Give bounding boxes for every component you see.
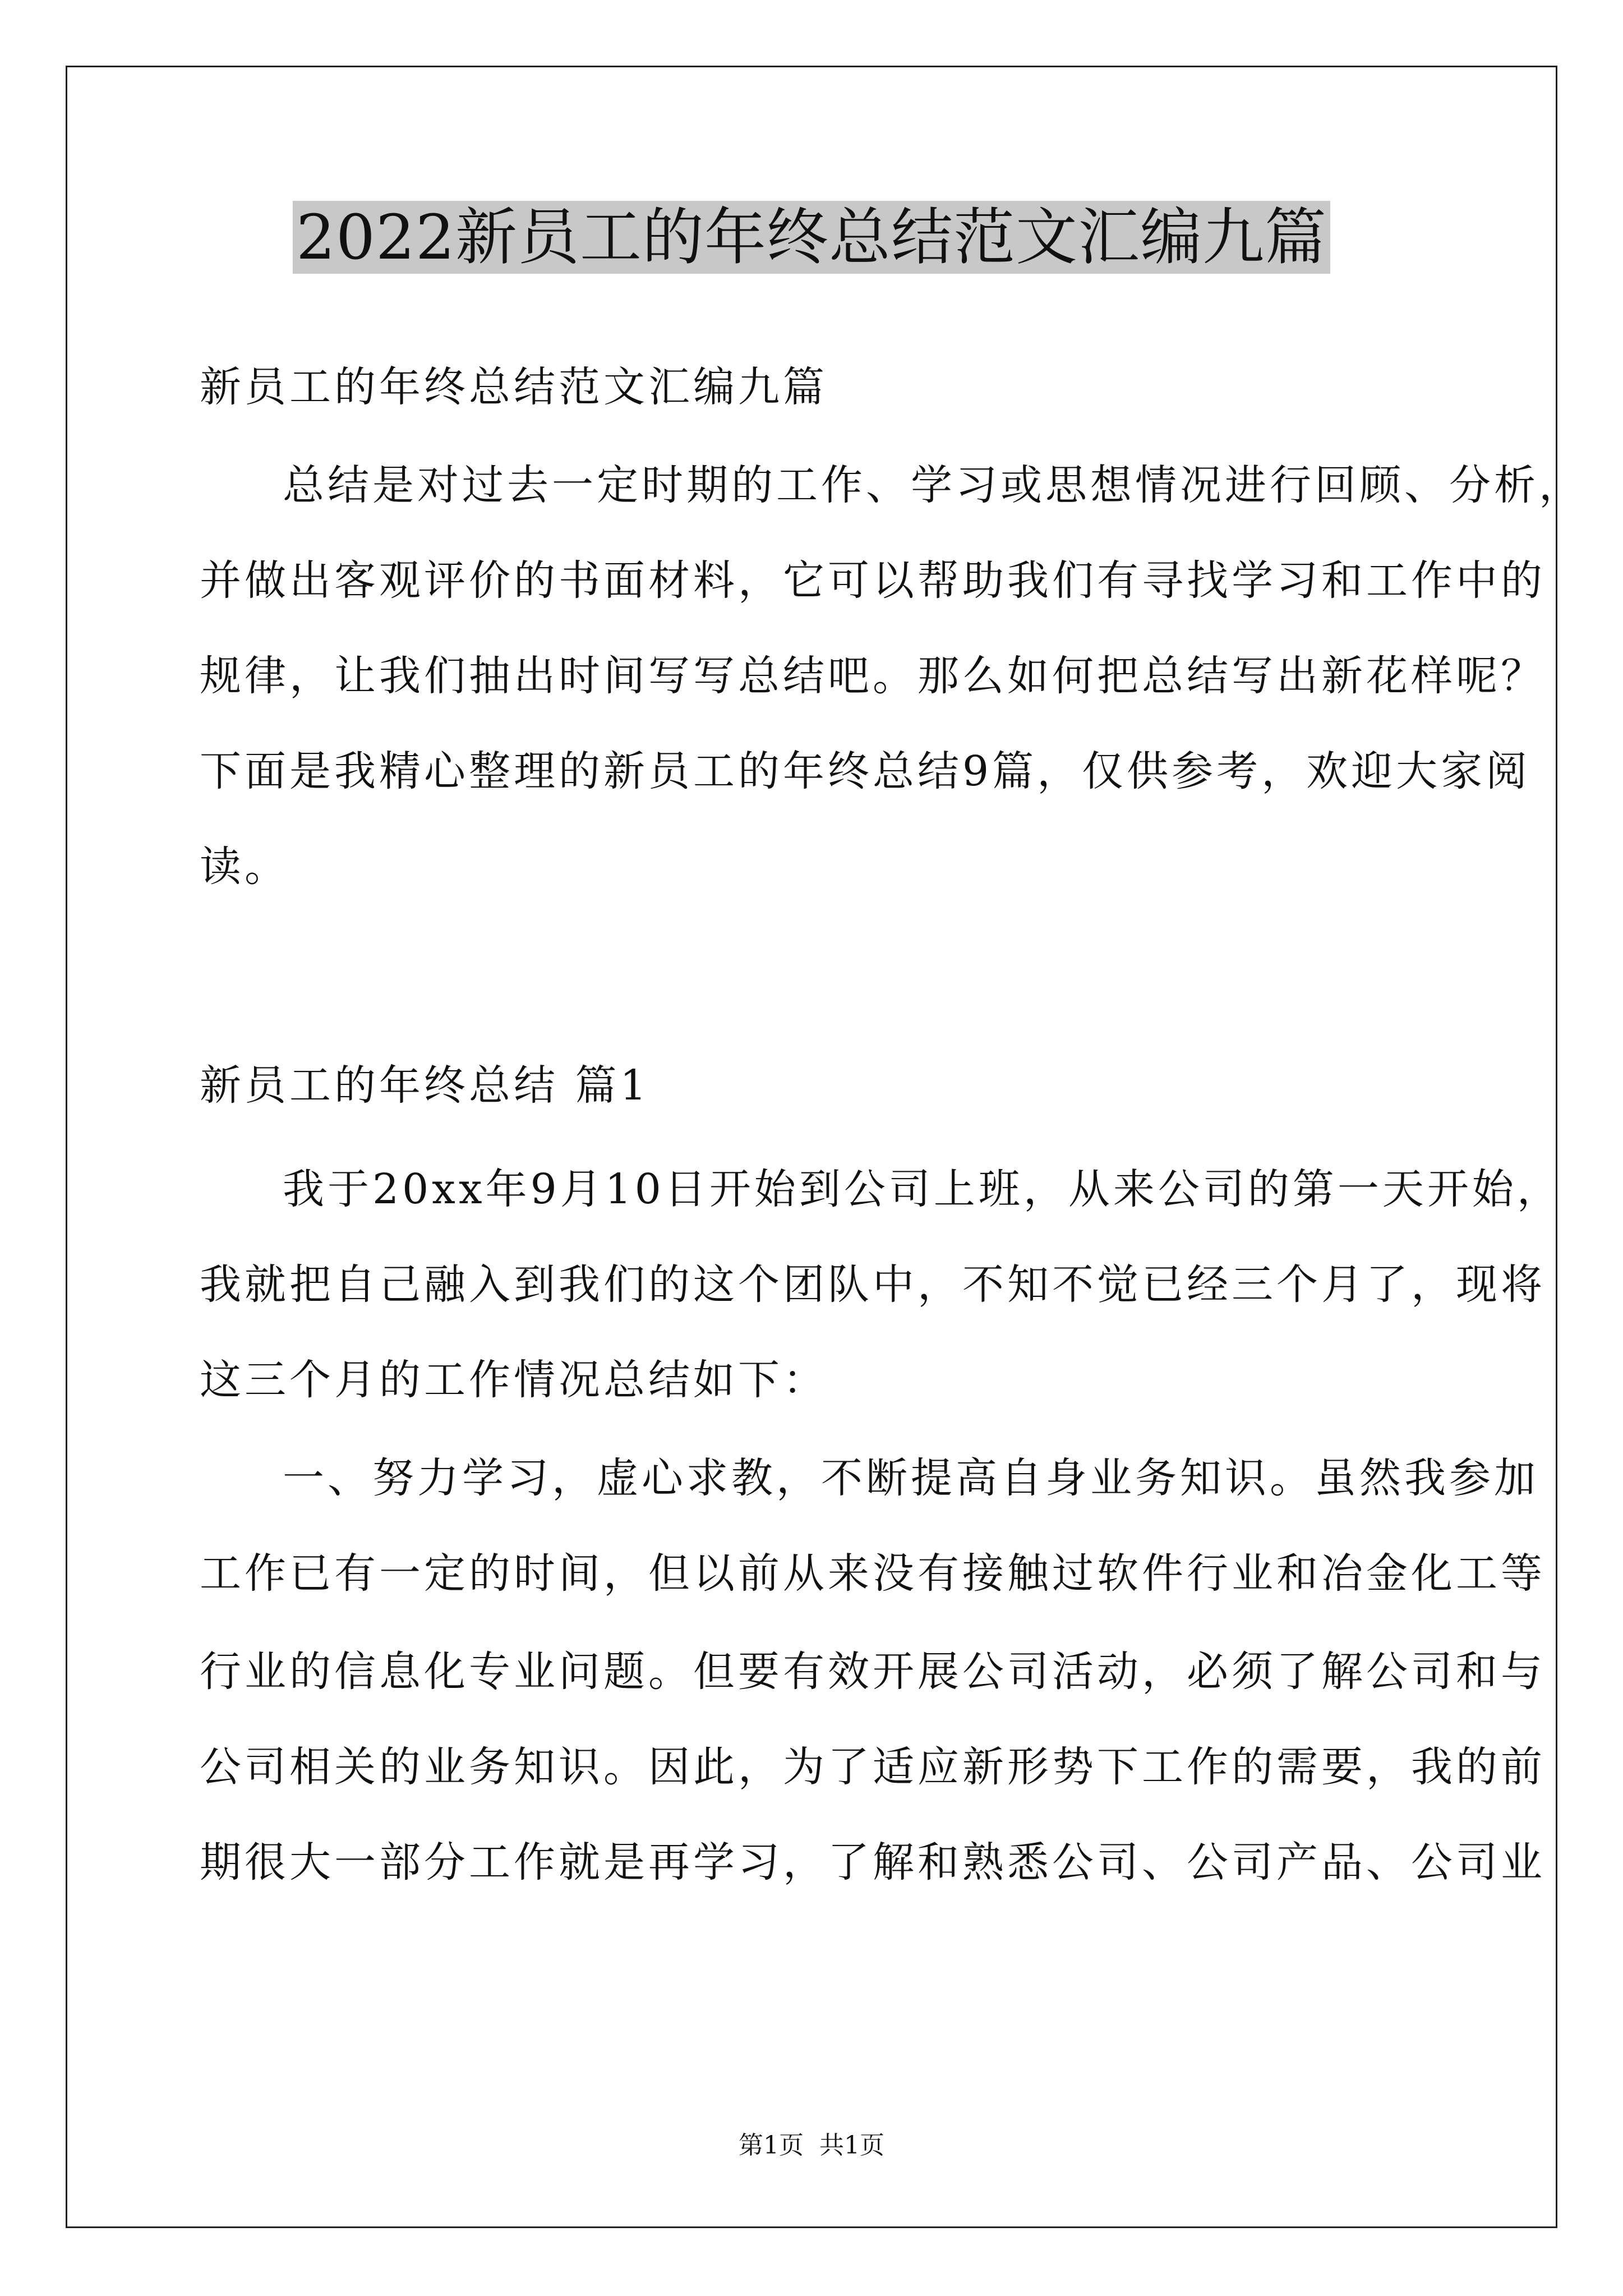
paragraph-line: 期很大一部分工作就是再学习，了解和熟悉公司、公司产品、公司业 (200, 1838, 1546, 1887)
paragraph-line: 规律，让我们抽出时间写写总结吧。那么如何把总结写出新花样呢？ (200, 652, 1546, 700)
section-heading: 新员工的年终总结 篇1 (200, 1061, 650, 1110)
page-footer (0, 2129, 1623, 2162)
document-title: 2022新员工的年终总结范文汇编九篇 (293, 201, 1330, 274)
title-container (0, 201, 1623, 274)
paragraph-line: 一、努力学习，虚心求教，不断提高自身业务知识。虽然我参加 (283, 1454, 1539, 1502)
paragraph-line: 总结是对过去一定时期的工作、学习或思想情况进行回顾、分析， (283, 461, 1584, 509)
paragraph-line: 我就把自己融入到我们的这个团队中，不知不觉已经三个月了，现将 (200, 1260, 1546, 1309)
paragraph-line: 下面是我精心整理的新员工的年终总结9篇，仅供参考，欢迎大家阅 (200, 747, 1531, 795)
paragraph-line: 公司相关的业务知识。因此，为了适应新形势下工作的需要，我的前 (200, 1743, 1546, 1791)
page-total: 共1页 (819, 2131, 884, 2160)
page-number: 第1页 (739, 2131, 804, 2160)
paragraph-line: 我于20xx年9月10日开始到公司上班，从来公司的第一天开始， (283, 1165, 1562, 1213)
paragraph-line: 工作已有一定的时间，但以前从来没有接触过软件行业和冶金化工等 (200, 1549, 1546, 1598)
paragraph-line: 这三个月的工作情况总结如下： (200, 1356, 828, 1404)
paragraph-line: 读。 (200, 843, 289, 891)
subtitle-line: 新员工的年终总结范文汇编九篇 (200, 363, 828, 411)
paragraph-line: 行业的信息化专业问题。但要有效开展公司活动，必须了解公司和与 (200, 1648, 1546, 1696)
paragraph-line: 并做出客观评价的书面材料，它可以帮助我们有寻找学习和工作中的 (200, 556, 1546, 605)
